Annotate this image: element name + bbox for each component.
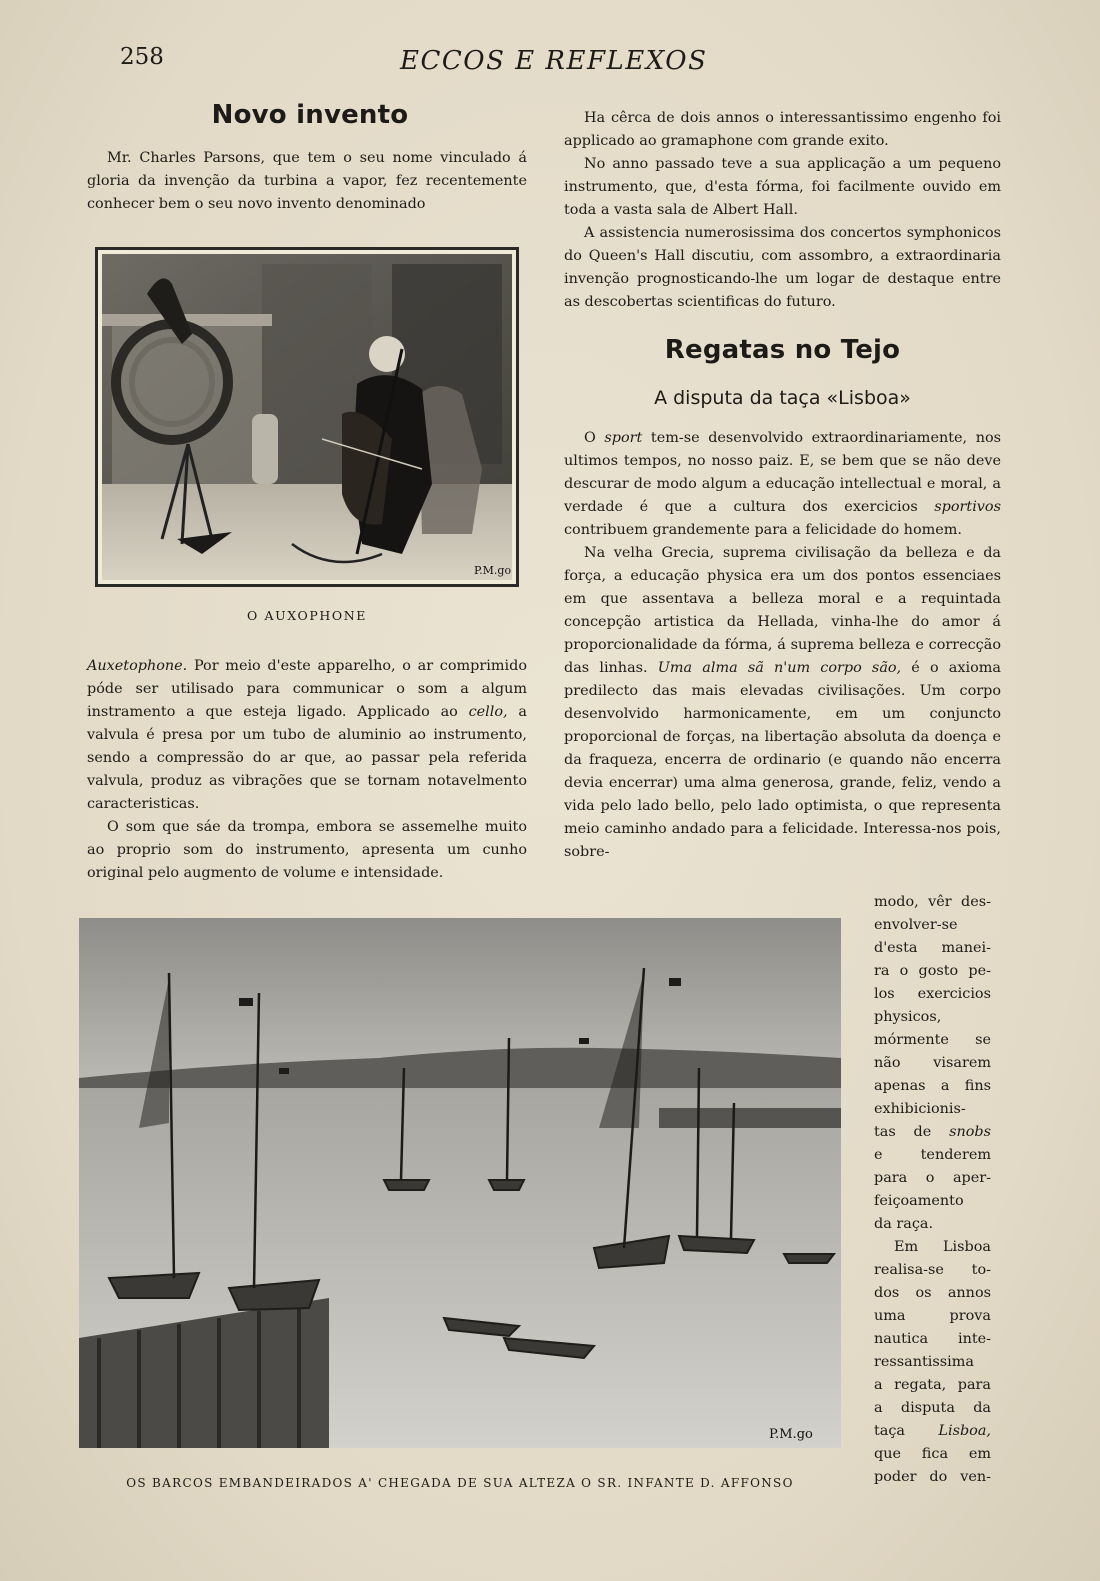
auxophone-illustration <box>102 254 512 580</box>
article2-p1-a: O <box>584 430 605 446</box>
narrow-line: uma prova <box>874 1308 991 1324</box>
article1-body <box>87 655 527 885</box>
latin-maxim: Uma alma sã n'um corpo são, <box>657 660 902 676</box>
col2-p2: No anno passado teve a sua applicação a um pequeno instrumento, que, d'esta fórma, foi facilmente ouvido em toda a vasta sala de Albert Hall. <box>564 156 1001 218</box>
narrow-line: realisa-se to- <box>874 1262 991 1278</box>
article2-p1 <box>564 427 1001 542</box>
page-number: 258 <box>120 44 164 70</box>
cello-term: cello, <box>468 704 508 720</box>
article1-body-p2: O som que sáe da trompa, embora se assemelhe muito ao proprio som do instrumento, apresenta um cunho original pelo augmento de volume e intensidade. <box>87 819 527 881</box>
sportivos-term: sportivos <box>934 499 1001 515</box>
article2-p1-c: contribuem grandemente para a felicidade do homem. <box>564 522 962 538</box>
narrow-line: los exercicios <box>874 986 991 1002</box>
narrow-line: apenas a fins <box>874 1078 991 1094</box>
narrow-line: exhibicionis- <box>874 1101 966 1117</box>
article2-p2 <box>564 542 1001 864</box>
narrow-line-lisboa <box>874 1420 991 1443</box>
narrow-line: da raça. <box>874 1216 934 1232</box>
narrow-line: modo, vêr des- <box>874 894 991 910</box>
article2-p2-b: é o axioma predilecto das mais elevadas civilisações. Um corpo desenvolvido harmonicamente, em um conjuncto proporcional de forças, na libertação absoluta da doença e da fraqueza, encerra de ordinario (e quando não encerra devia encerrar) uma alma generosa, grande, feliz, vendo a vida pelo lado bello, pelo lado optimista, o que representa meio caminho andado para a felicidade. Interessa-nos pois, sobre- <box>564 660 1001 860</box>
narrow-line: poder do ven- <box>874 1469 991 1485</box>
regatta-photo <box>79 918 841 1448</box>
lisboa-term: Lisboa, <box>938 1423 991 1439</box>
narrow-line: para o aper- <box>874 1170 991 1186</box>
regatta-signature: P.M.go <box>769 1427 813 1442</box>
auxophone-caption: O AUXOPHONE <box>247 608 367 623</box>
col2-p1: Ha cêrca de dois annos o interessantissimo engenho foi applicado ao gramaphone com grande exito. <box>564 110 1001 149</box>
snobs-term: snobs <box>949 1124 991 1140</box>
article2-body <box>564 427 1001 864</box>
article1-body-p1-b: a valvula é presa por um tubo de aluminio ao instrumento, sendo a compressão do ar que, ao passar pela referida valvula, produz as vibrações que se tornam notavelmento caracteristicas. <box>87 704 527 812</box>
article1-continuation <box>564 107 1001 314</box>
narrow-line: que fica em <box>874 1446 991 1462</box>
article2-p1-b: tem-se desenvolvido extraordinariamente, nos ultimos tempos, no nosso paiz. E, se bem que se não deve descurar de modo algum a educação intellectual e moral, a verdade é que a cultura dos exercicios <box>564 430 1002 515</box>
narrow-line: d'esta manei- <box>874 940 991 956</box>
narrow-line-text: taça <box>874 1423 906 1439</box>
article1-body-p1 <box>87 655 527 816</box>
narrow-line: ra o gosto pe- <box>874 963 991 979</box>
article1-body-p1-a: Por meio d'este apparelho, o ar comprimido póde ser utilisado para communicar o som a algum instramento a que esteja ligado. Applicado ao <box>87 658 527 720</box>
auxophone-signature: P.M.go <box>474 564 512 577</box>
narrow-line: ressantissima <box>874 1354 974 1370</box>
regatta-caption: OS BARCOS EMBANDEIRADOS A' CHEGADA DE SUA ALTEZA O SR. INFANTE D. AFFONSO <box>126 1476 794 1490</box>
col2-p3: A assistencia numerosissima dos concertos symphonicos do Queen's Hall discutiu, com assombro, a extraordinaria invenção prognosticando-lhe um logar de destaque entre as descobertas scientificas do futuro. <box>564 225 1001 310</box>
narrow-line-snobs <box>874 1121 991 1144</box>
narrow-line: feiçoamento <box>874 1193 964 1209</box>
narrow-line: envolver-se <box>874 917 958 933</box>
article2-p2-a: Na velha Grecia, suprema civilisação da belleza e da força, a educação physica era um dos pontos essenciaes em que assentava a belleza moral e a requintada concepção artistica da Hellada, vinha-lhe do amor á proporcionalidade da fórma, á suprema belleza e correcção das linhas. <box>564 545 1001 676</box>
article1-intro-text: Mr. Charles Parsons, que tem o seu nome vinculado á gloria da invenção da turbina a vapor, fez recentemente conhecer bem o seu novo invento denominado <box>87 150 527 212</box>
narrow-line: não visarem <box>874 1055 991 1071</box>
article-title-regatas: Regatas no Tejo <box>664 335 901 365</box>
narrow-line: a regata, para <box>874 1377 991 1393</box>
regatta-illustration <box>79 918 841 1448</box>
auxophone-photo <box>95 247 519 587</box>
narrow-line-text: tas de <box>874 1124 932 1140</box>
narrow-line: dos os annos <box>874 1285 991 1301</box>
narrow-column <box>874 891 991 1489</box>
narrow-line: e tenderem <box>874 1147 991 1163</box>
article-subtitle: A disputa da taça «Lisboa» <box>654 387 911 409</box>
narrow-line: a disputa da <box>874 1400 991 1416</box>
article1-intro <box>87 147 527 216</box>
narrow-line: physicos, <box>874 1009 942 1025</box>
sport-term: sport <box>604 430 643 446</box>
narrow-line: mórmente se <box>874 1032 991 1048</box>
narrow-line: nautica inte- <box>874 1331 991 1347</box>
auxetophone-term: Auxetophone. <box>87 658 188 674</box>
narrow-line: Em Lisboa <box>894 1239 991 1255</box>
article-title-novo-invento: Novo invento <box>211 100 409 130</box>
running-header: ECCOS E REFLEXOS <box>400 46 708 76</box>
